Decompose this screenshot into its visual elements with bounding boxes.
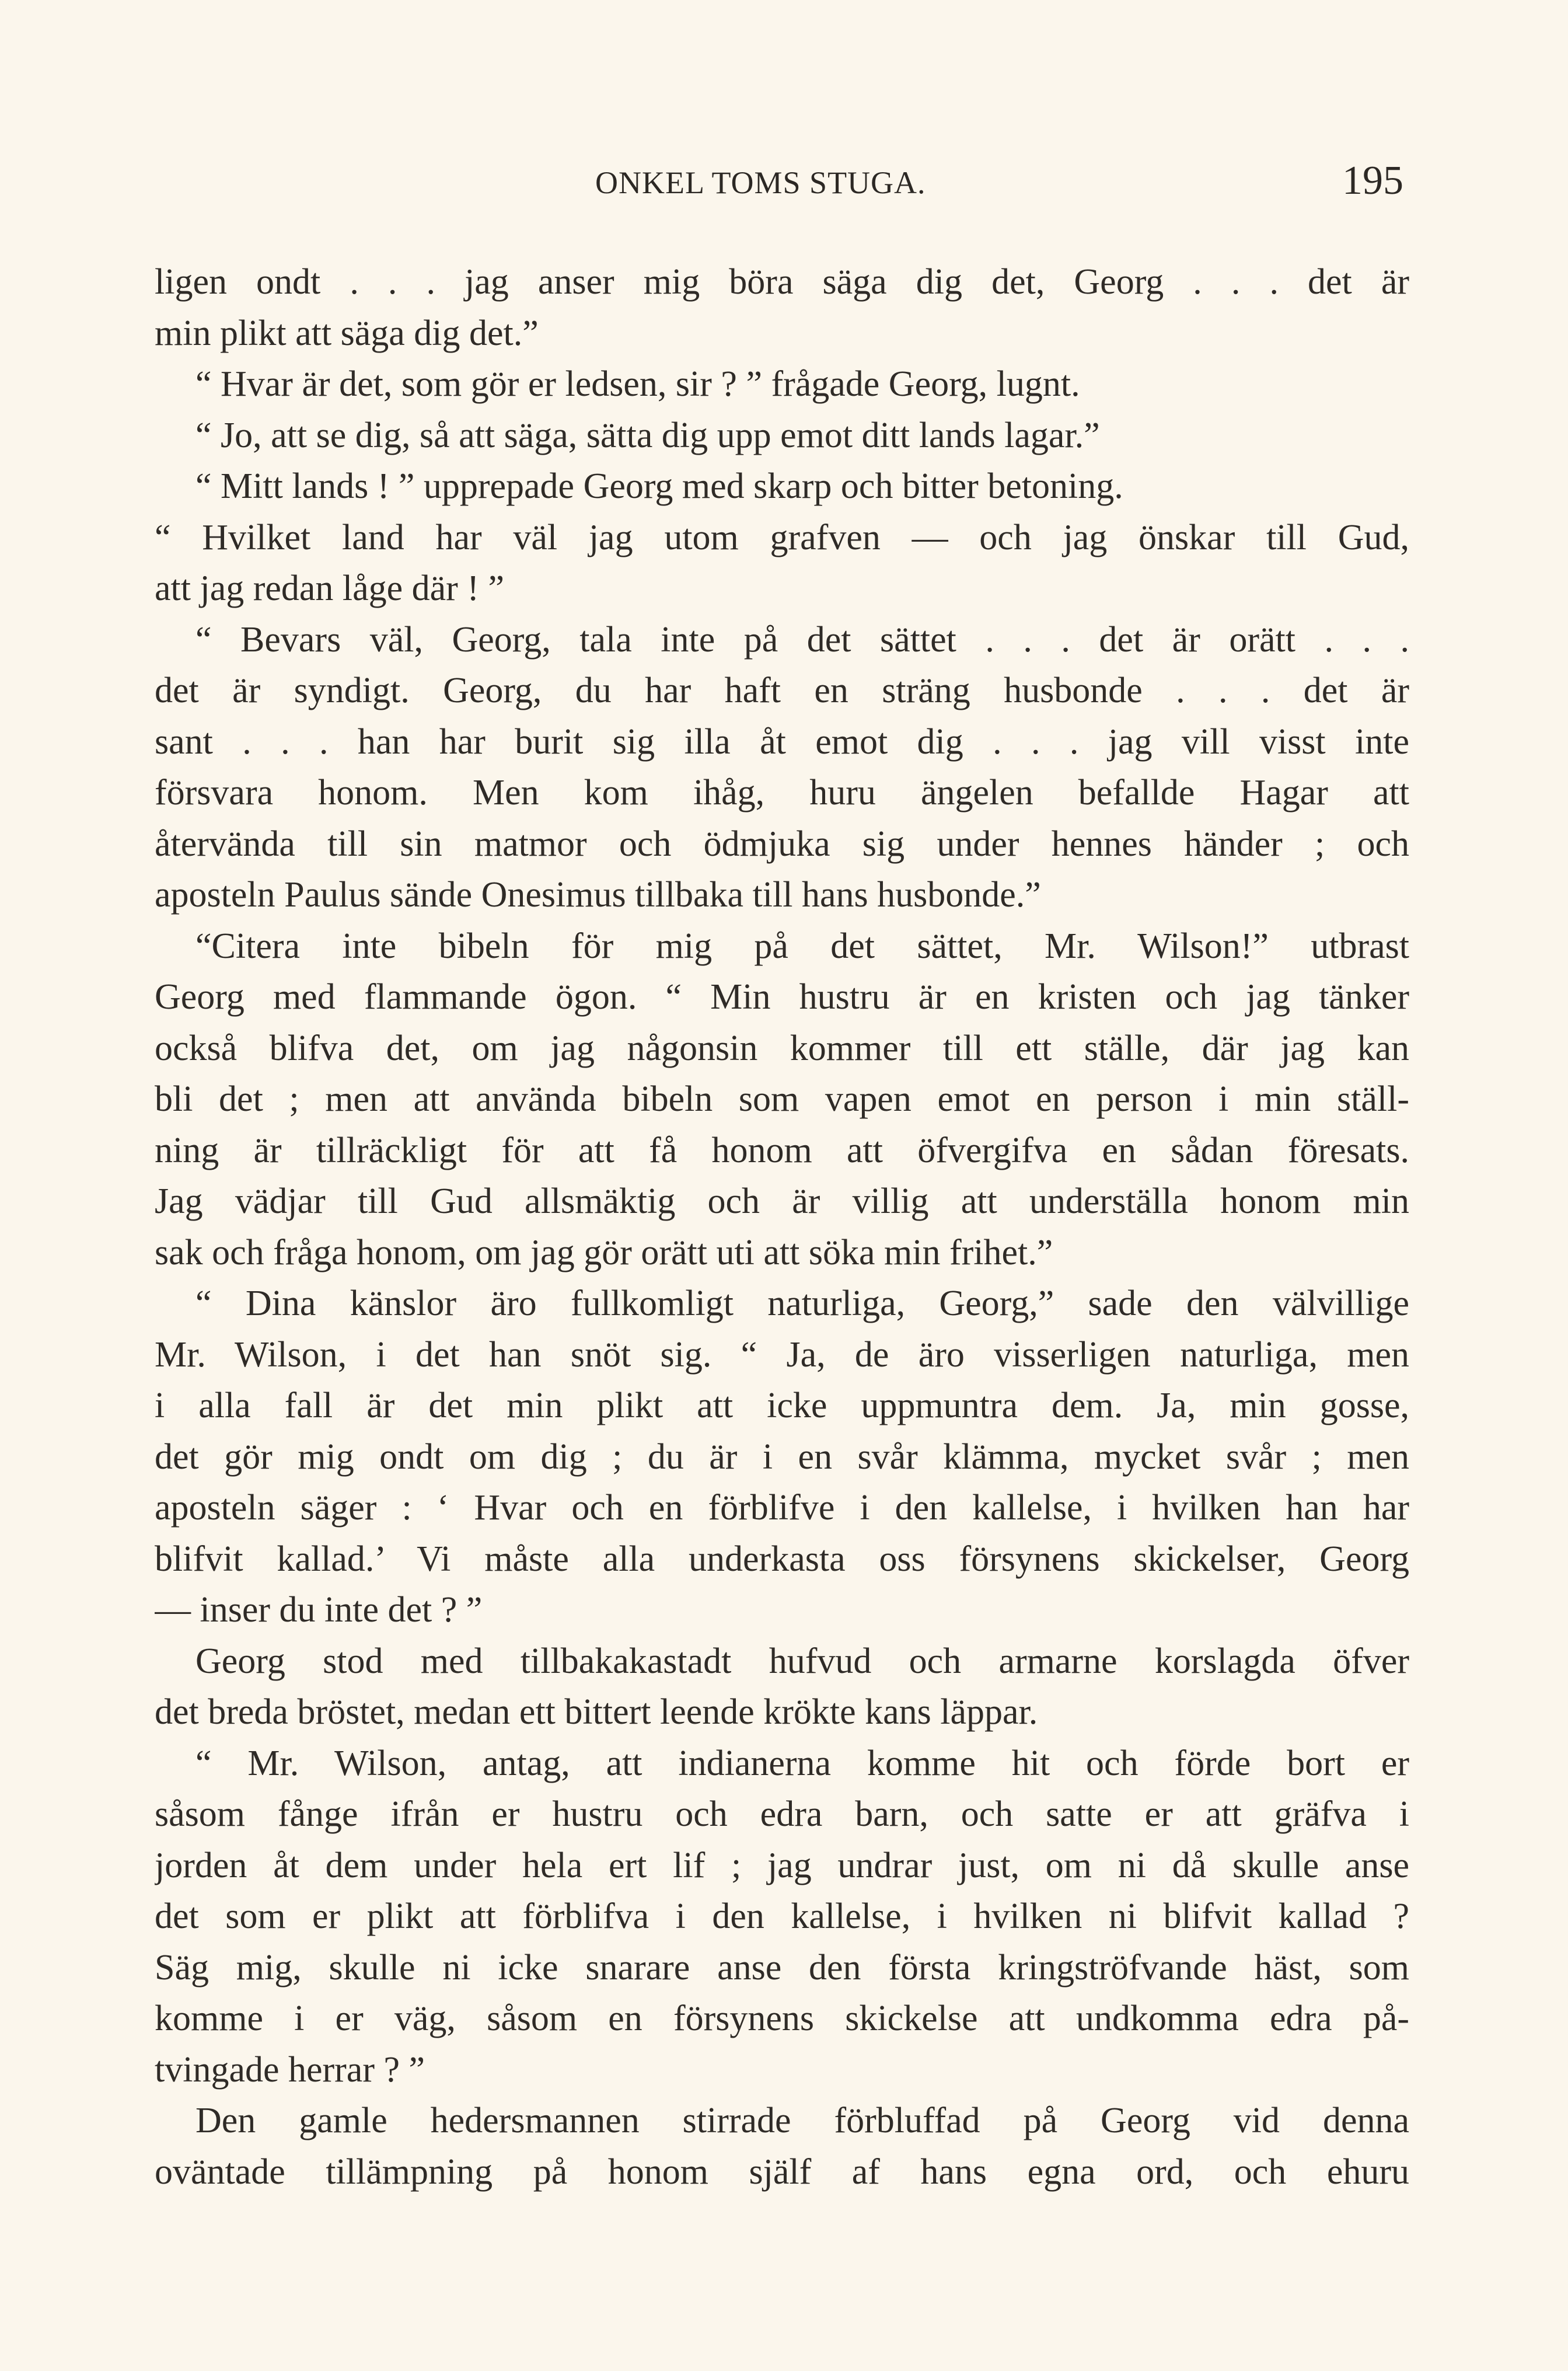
text-line: att jag redan låge där ! ”	[155, 569, 504, 608]
text-line: ning är tillräckligt för att få honom att öfvergifva en sådan föresats.	[155, 1130, 1409, 1170]
running-head: ONKEL TOMS STUGA.	[595, 165, 926, 200]
text-line: i alla fall är det min plikt att icke uppmuntra dem. Ja, min gosse,	[155, 1386, 1409, 1425]
text-line: Jag vädjar till Gud allsmäktig och är villig att underställa honom min	[155, 1181, 1409, 1221]
text-line: “ Hvar är det, som gör er ledsen, sir ? ” frågade Georg, lugnt.	[195, 364, 1080, 404]
text-line: tvingade herrar ? ”	[155, 2049, 425, 2090]
text-line: komme i er väg, såsom en försynens skickelse att undkomma edra på-	[155, 1999, 1409, 2038]
text-line: försvara honom. Men kom ihåg, huru ängelen befallde Hagar att	[155, 773, 1409, 813]
text-line: ligen ondt . . . jag anser mig böra säga dig det, Georg . . . det är	[155, 262, 1409, 302]
text-line: “ Hvilket land har väl jag utom grafven — och jag önskar till Gud,	[155, 517, 1409, 557]
text-line: det som er plikt att förblifva i den kallelse, i hvilken ni blifvit kallad ?	[155, 1896, 1409, 1936]
body-text	[155, 257, 1409, 2198]
text-line: “ Bevars väl, Georg, tala inte på det sättet . . . det är orätt . . .	[195, 619, 1409, 660]
text-line: oväntade tillämpning på honom själf af hans egna ord, och ehuru	[155, 2152, 1409, 2192]
text-line: aposteln Paulus sände Onesimus tillbaka till hans husbonde.”	[155, 875, 1041, 915]
text-line: Georg med flammande ögon. “ Min hustru är en kristen och jag tänker	[155, 977, 1409, 1017]
text-line: jorden åt dem under hela ert lif ; jag undrar just, om ni då skulle anse	[155, 1845, 1409, 1885]
text-line: Mr. Wilson, i det han snöt sig. “ Ja, de äro visserligen naturliga, men	[155, 1334, 1409, 1375]
text-line: “ Dina känslor äro fullkomligt naturliga, Georg,” sade den välvillige	[195, 1284, 1409, 1323]
text-line: “Citera inte bibeln för mig på det sättet, Mr. Wilson!” utbrast	[195, 926, 1409, 966]
text-line: återvända till sin matmor och ödmjuka sig under hennes händer ; och	[155, 824, 1409, 864]
text-line: “ Jo, att se dig, så att säga, sätta dig upp emot ditt lands lagar.”	[195, 415, 1100, 455]
text-line: också blifva det, om jag någonsin kommer till ett ställe, där jag kan	[155, 1028, 1409, 1068]
text-line: det breda bröstet, medan ett bittert leende krökte kans läppar.	[155, 1692, 1038, 1732]
text-line: bli det ; men att använda bibeln som vapen emot en person i min ställ-	[155, 1079, 1409, 1119]
text-line: Den gamle hedersmannen stirrade förbluffad på Georg vid denna	[195, 2101, 1409, 2140]
text-line: min plikt att säga dig det.”	[155, 313, 539, 353]
page-number: 195	[1342, 158, 1403, 203]
text-line: aposteln säger : ‘ Hvar och en förblifve i den kallelse, i hvilken han har	[155, 1488, 1409, 1528]
text-line: “ Mitt lands ! ” upprepade Georg med skarp och bitter betoning.	[195, 466, 1123, 506]
text-line: sant . . . han har burit sig illa åt emot dig . . . jag vill visst inte	[155, 721, 1409, 762]
text-line: Georg stod med tillbakakastadt hufvud och armarne korslagda öfver	[195, 1641, 1409, 1681]
text-line: såsom fånge ifrån er hustru och edra barn, och satte er att gräfva i	[155, 1794, 1409, 1834]
text-line: blifvit kallad.’ Vi måste alla underkasta oss försynens skickelser, Georg	[155, 1539, 1409, 1579]
text-line: det är syndigt. Georg, du har haft en sträng husbonde . . . det är	[155, 671, 1409, 710]
text-line: det gör mig ondt om dig ; du är i en svår klämma, mycket svår ; men	[155, 1436, 1409, 1477]
text-line: sak och fråga honom, om jag gör orätt uti att söka min frihet.”	[155, 1232, 1053, 1272]
text-line: Säg mig, skulle ni icke snarare anse den första kringströfvande häst, som	[155, 1947, 1409, 1988]
text-line: — inser du inte det ? ”	[155, 1590, 483, 1630]
text-line: “ Mr. Wilson, antag, att indianerna komme hit och förde bort er	[195, 1743, 1409, 1783]
